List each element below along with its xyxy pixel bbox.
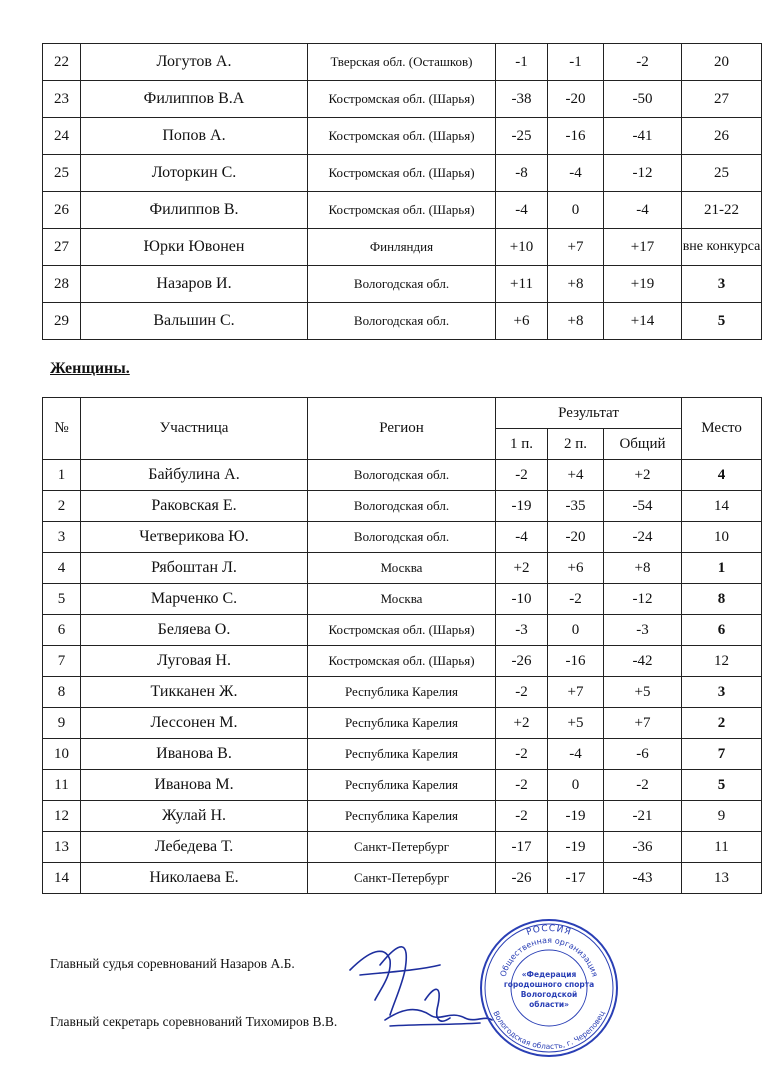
women-table-row bbox=[43, 832, 762, 863]
cell-round-2: +7 bbox=[548, 677, 604, 708]
cell-region: Республика Карелия bbox=[308, 801, 496, 832]
cell-num: 10 bbox=[43, 739, 81, 770]
cell-place: 6 bbox=[682, 615, 762, 646]
women-table-row bbox=[43, 646, 762, 677]
women-table-row bbox=[43, 553, 762, 584]
cell-num: 1 bbox=[43, 460, 81, 491]
cell-round-1: -4 bbox=[496, 192, 548, 229]
cell-num: 24 bbox=[43, 118, 81, 155]
cell-region: Костромская обл. (Шарья) bbox=[308, 192, 496, 229]
cell-num: 3 bbox=[43, 522, 81, 553]
cell-round-2: 0 bbox=[548, 770, 604, 801]
cell-region: Вологодская обл. bbox=[308, 522, 496, 553]
cell-num: 6 bbox=[43, 615, 81, 646]
cell-place: 26 bbox=[682, 118, 762, 155]
women-table-row bbox=[43, 739, 762, 770]
official-stamp bbox=[478, 917, 620, 1059]
cell-name: Тикканен Ж. bbox=[81, 677, 308, 708]
women-section-title: Женщины. bbox=[50, 360, 130, 377]
cell-round-1: -2 bbox=[496, 801, 548, 832]
stamp-org-line-3: Вологодской bbox=[520, 990, 578, 999]
cell-round-1: -1 bbox=[496, 44, 548, 81]
cell-num: 13 bbox=[43, 832, 81, 863]
cell-round-1: -10 bbox=[496, 584, 548, 615]
cell-round-1: -2 bbox=[496, 739, 548, 770]
cell-name: Беляева О. bbox=[81, 615, 308, 646]
cell-name: Юрки Ювонен bbox=[81, 229, 308, 266]
cell-total: +2 bbox=[604, 460, 682, 491]
cell-name: Лессонен М. bbox=[81, 708, 308, 739]
cell-round-2: +7 bbox=[548, 229, 604, 266]
cell-round-2: 0 bbox=[548, 615, 604, 646]
cell-name: Жулай Н. bbox=[81, 801, 308, 832]
cell-num: 4 bbox=[43, 553, 81, 584]
cell-round-1: -4 bbox=[496, 522, 548, 553]
cell-place: 7 bbox=[682, 739, 762, 770]
cell-round-2: +8 bbox=[548, 266, 604, 303]
cell-round-2: 0 bbox=[548, 192, 604, 229]
cell-place: 2 bbox=[682, 708, 762, 739]
cell-round-2: -20 bbox=[548, 522, 604, 553]
cell-total: -12 bbox=[604, 155, 682, 192]
cell-round-1: +10 bbox=[496, 229, 548, 266]
cell-total: -3 bbox=[604, 615, 682, 646]
cell-round-1: +2 bbox=[496, 553, 548, 584]
cell-total: -42 bbox=[604, 646, 682, 677]
chief-secretary-line: Главный секретарь соревнований Тихомиров В.В. bbox=[50, 1014, 338, 1029]
cell-region: Вологодская обл. bbox=[308, 266, 496, 303]
cell-num: 26 bbox=[43, 192, 81, 229]
cell-region: Тверская обл. (Осташков) bbox=[308, 44, 496, 81]
cell-name: Филиппов В. bbox=[81, 192, 308, 229]
stamp-org-line-4: области» bbox=[529, 1000, 569, 1009]
cell-name: Иванова В. bbox=[81, 739, 308, 770]
cell-total: -41 bbox=[604, 118, 682, 155]
cell-total: -2 bbox=[604, 770, 682, 801]
cell-num: 2 bbox=[43, 491, 81, 522]
cell-round-1: -25 bbox=[496, 118, 548, 155]
cell-total: +7 bbox=[604, 708, 682, 739]
cell-total: +5 bbox=[604, 677, 682, 708]
cell-total: -2 bbox=[604, 44, 682, 81]
cell-round-2: -16 bbox=[548, 646, 604, 677]
header-result: Результат bbox=[496, 398, 682, 429]
cell-place: 13 bbox=[682, 863, 762, 894]
cell-name: Иванова М. bbox=[81, 770, 308, 801]
women-table-row bbox=[43, 460, 762, 491]
handwritten-signature bbox=[330, 930, 500, 1040]
cell-name: Попов А. bbox=[81, 118, 308, 155]
cell-place: 5 bbox=[682, 303, 762, 340]
cell-round-2: +5 bbox=[548, 708, 604, 739]
cell-total: +14 bbox=[604, 303, 682, 340]
cell-total: +19 bbox=[604, 266, 682, 303]
cell-place: 3 bbox=[682, 266, 762, 303]
men-results-table bbox=[42, 43, 762, 340]
cell-num: 29 bbox=[43, 303, 81, 340]
cell-place: 10 bbox=[682, 522, 762, 553]
cell-place: 11 bbox=[682, 832, 762, 863]
header-round-2: 2 п. bbox=[548, 429, 604, 460]
cell-place: 25 bbox=[682, 155, 762, 192]
cell-round-2: -4 bbox=[548, 739, 604, 770]
cell-num: 9 bbox=[43, 708, 81, 739]
cell-name: Байбулина А. bbox=[81, 460, 308, 491]
cell-place: 27 bbox=[682, 81, 762, 118]
cell-place: 8 bbox=[682, 584, 762, 615]
women-table-row bbox=[43, 677, 762, 708]
cell-total: -50 bbox=[604, 81, 682, 118]
cell-round-1: -19 bbox=[496, 491, 548, 522]
cell-region: Республика Карелия bbox=[308, 708, 496, 739]
stamp-country: РОССИЯ bbox=[525, 923, 573, 938]
cell-round-1: -2 bbox=[496, 677, 548, 708]
cell-num: 12 bbox=[43, 801, 81, 832]
cell-region: Москва bbox=[308, 553, 496, 584]
cell-region: Москва bbox=[308, 584, 496, 615]
women-table-row bbox=[43, 770, 762, 801]
header-region: Регион bbox=[308, 398, 496, 460]
cell-place: 21-22 bbox=[682, 192, 762, 229]
cell-round-1: +2 bbox=[496, 708, 548, 739]
men-table-row bbox=[43, 266, 762, 303]
men-table-row bbox=[43, 303, 762, 340]
cell-name: Николаева Е. bbox=[81, 863, 308, 894]
cell-total: -24 bbox=[604, 522, 682, 553]
cell-round-1: -8 bbox=[496, 155, 548, 192]
cell-place: 5 bbox=[682, 770, 762, 801]
cell-place: 14 bbox=[682, 491, 762, 522]
cell-round-1: +11 bbox=[496, 266, 548, 303]
cell-name: Четверикова Ю. bbox=[81, 522, 308, 553]
header-num: № bbox=[43, 398, 81, 460]
cell-name: Раковская Е. bbox=[81, 491, 308, 522]
cell-round-1: +6 bbox=[496, 303, 548, 340]
cell-region: Вологодская обл. bbox=[308, 303, 496, 340]
cell-num: 8 bbox=[43, 677, 81, 708]
cell-round-2: -19 bbox=[548, 832, 604, 863]
men-table-row bbox=[43, 229, 762, 266]
women-table-row bbox=[43, 863, 762, 894]
women-table-row bbox=[43, 615, 762, 646]
cell-name: Логутов А. bbox=[81, 44, 308, 81]
cell-name: Марченко С. bbox=[81, 584, 308, 615]
cell-round-1: -26 bbox=[496, 863, 548, 894]
cell-round-2: -1 bbox=[548, 44, 604, 81]
cell-region: Вологодская обл. bbox=[308, 460, 496, 491]
cell-region: Санкт-Петербург bbox=[308, 832, 496, 863]
stamp-org-line-1: «Федерация bbox=[521, 970, 577, 979]
men-table-row bbox=[43, 192, 762, 229]
chief-judge-line: Главный судья соревнований Назаров А.Б. bbox=[50, 956, 295, 971]
women-table-row bbox=[43, 584, 762, 615]
stamp-org-line-2: городошного спорта bbox=[503, 980, 595, 989]
cell-num: 5 bbox=[43, 584, 81, 615]
cell-region: Республика Карелия bbox=[308, 739, 496, 770]
cell-round-2: +8 bbox=[548, 303, 604, 340]
cell-round-2: -2 bbox=[548, 584, 604, 615]
cell-round-2: -4 bbox=[548, 155, 604, 192]
cell-round-2: -19 bbox=[548, 801, 604, 832]
cell-region: Костромская обл. (Шарья) bbox=[308, 81, 496, 118]
cell-round-1: -3 bbox=[496, 615, 548, 646]
women-table-row bbox=[43, 491, 762, 522]
cell-name: Вальшин С. bbox=[81, 303, 308, 340]
cell-name: Лебедева Т. bbox=[81, 832, 308, 863]
cell-num: 7 bbox=[43, 646, 81, 677]
cell-region: Вологодская обл. bbox=[308, 491, 496, 522]
cell-num: 27 bbox=[43, 229, 81, 266]
cell-total: -43 bbox=[604, 863, 682, 894]
cell-region: Республика Карелия bbox=[308, 677, 496, 708]
cell-total: -21 bbox=[604, 801, 682, 832]
cell-region: Костромская обл. (Шарья) bbox=[308, 155, 496, 192]
cell-region: Республика Карелия bbox=[308, 770, 496, 801]
cell-total: +17 bbox=[604, 229, 682, 266]
cell-round-2: +6 bbox=[548, 553, 604, 584]
men-table-row bbox=[43, 155, 762, 192]
men-table-row bbox=[43, 44, 762, 81]
stamp-location: Вологодская область, г. Череповец bbox=[491, 1009, 607, 1052]
cell-place: вне конкурса bbox=[682, 229, 762, 266]
cell-total: -12 bbox=[604, 584, 682, 615]
cell-num: 25 bbox=[43, 155, 81, 192]
cell-num: 14 bbox=[43, 863, 81, 894]
women-results-table bbox=[42, 397, 762, 894]
cell-total: -4 bbox=[604, 192, 682, 229]
cell-total: -6 bbox=[604, 739, 682, 770]
cell-place: 9 bbox=[682, 801, 762, 832]
cell-round-2: +4 bbox=[548, 460, 604, 491]
women-table-row bbox=[43, 522, 762, 553]
cell-place: 20 bbox=[682, 44, 762, 81]
svg-text:Вологодская область, г. Черепо bbox=[491, 1009, 606, 1051]
cell-total: -54 bbox=[604, 491, 682, 522]
cell-name: Луговая Н. bbox=[81, 646, 308, 677]
cell-round-1: -38 bbox=[496, 81, 548, 118]
cell-region: Костромская обл. (Шарья) bbox=[308, 646, 496, 677]
cell-region: Санкт-Петербург bbox=[308, 863, 496, 894]
cell-num: 22 bbox=[43, 44, 81, 81]
cell-region: Костромская обл. (Шарья) bbox=[308, 118, 496, 155]
cell-num: 23 bbox=[43, 81, 81, 118]
men-table-row bbox=[43, 81, 762, 118]
cell-region: Костромская обл. (Шарья) bbox=[308, 615, 496, 646]
cell-num: 28 bbox=[43, 266, 81, 303]
stamp-org-type: Общественная организация bbox=[498, 935, 600, 978]
cell-place: 12 bbox=[682, 646, 762, 677]
cell-round-1: -17 bbox=[496, 832, 548, 863]
cell-place: 3 bbox=[682, 677, 762, 708]
cell-total: -36 bbox=[604, 832, 682, 863]
cell-round-1: -2 bbox=[496, 770, 548, 801]
men-table-row bbox=[43, 118, 762, 155]
cell-round-2: -35 bbox=[548, 491, 604, 522]
cell-place: 1 bbox=[682, 553, 762, 584]
cell-num: 11 bbox=[43, 770, 81, 801]
cell-total: +8 bbox=[604, 553, 682, 584]
cell-round-1: -2 bbox=[496, 460, 548, 491]
header-round-1: 1 п. bbox=[496, 429, 548, 460]
cell-round-2: -20 bbox=[548, 81, 604, 118]
cell-round-1: -26 bbox=[496, 646, 548, 677]
cell-region: Финляндия bbox=[308, 229, 496, 266]
cell-name: Филиппов В.А bbox=[81, 81, 308, 118]
women-table-row bbox=[43, 801, 762, 832]
women-table-row bbox=[43, 708, 762, 739]
header-total: Общий bbox=[604, 429, 682, 460]
header-place: Место bbox=[682, 398, 762, 460]
cell-round-2: -16 bbox=[548, 118, 604, 155]
cell-name: Лоторкин С. bbox=[81, 155, 308, 192]
cell-name: Рябоштан Л. bbox=[81, 553, 308, 584]
cell-place: 4 bbox=[682, 460, 762, 491]
cell-round-2: -17 bbox=[548, 863, 604, 894]
header-participant: Участница bbox=[81, 398, 308, 460]
cell-name: Назаров И. bbox=[81, 266, 308, 303]
